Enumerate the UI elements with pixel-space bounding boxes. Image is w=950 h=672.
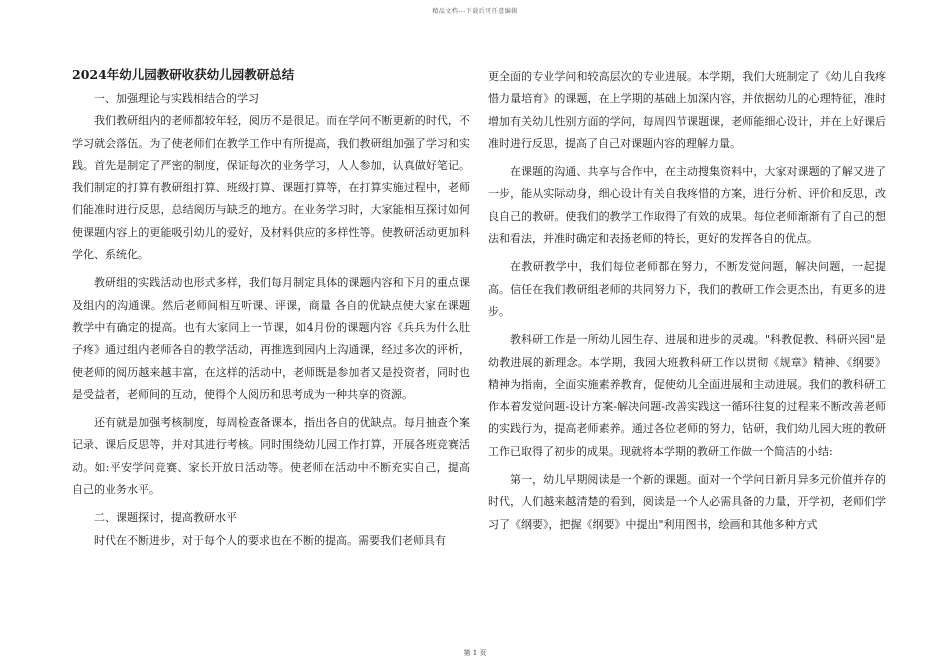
paragraph-right-3: 在教研教学中，我们每位老师都在努力，不断发觉问题，解决问题，一起提高。信任在我们教研组老师的共同努力下，我们的教研工作会更杰出，有更多的进步。 <box>488 260 886 318</box>
section-heading-2: 二、课题探讨，提高教研水平 <box>94 511 237 525</box>
left-column <box>72 66 470 552</box>
section-heading-1: 一、加强理论与实践相结合的学习 <box>94 92 259 105</box>
paragraph-right-4: 教科研工作是一所幼儿园生存、进展和进步的灵魂。"科教促教、科研兴园"是幼教进展的新理念。本学期，我园大班教科研工作以贯彻《规章》精神、《纲要》精神为指南，全面实施素养教育，促使幼儿全面进展和主动进展。我们的教科研工作本着发觉问题-设计方案-解决问题-改善实践这一循环往复的过程来不断改善老师的实践行为，提高老师素养。通过各位老师的努力，钻研，我们幼儿园大班的教研工作已取得了初步的成果。现就将本学期的教研工作做一个简洁的小结: <box>488 333 886 458</box>
paragraph-right-1: 更全面的专业学问和较高层次的专业进展。本学期，我们大班制定了《幼儿自我疼惜力量培育》的课题，在上学期的基础上加深内容，并依据幼儿的心理特征，准时增加有关幼儿性别方面的学问，每周四节课题课，老师能细心设计，并在上好课后准时进行反思，提高了自己对课题内容的理解力量。 <box>488 70 886 150</box>
paragraph-left-2: 教研组的实践活动也形式多样，我们每月制定具体的课题内容和下月的重点课及组内的沟通课。然后老师间相互听课、评课，商量 各自的优缺点使大家在课题教学中有确定的提高。也有大家同上一节课，如4月份的课题内容《兵兵为什么肚子疼》通过组内老师各自的教学活动，再推选到园内上沟通课，经过多次的评析，使老师的阅历越来越丰富，在这样的活动中，老师既是参加者又是投资者，同时也是受益者，老师间的互动，使得个人阅历和思考成为一种共享的资源。 <box>72 276 470 401</box>
paragraph-left-4: 时代在不断进步，对于每个人的要求也在不断的提高。需要我们老师具有 <box>94 533 446 547</box>
paragraph-left-3: 还有就是加强考核制度，每周检查备课本，指出各自的优缺点。每月抽查个案记录、课后反思等，并对其进行考核。同时围绕幼儿园工作打算，开展各班竞赛活动。如:平安学问竞赛、家长开放日活动等。使老师在活动中不断充实自己，提高自己的业务水平。 <box>72 416 470 497</box>
paragraph-right-2: 在课题的沟通、共享与合作中，在主动搜集资料中，大家对课题的了解又进了一步，能从实际动身，细心设计有关自我疼惜的方案，进行分析、评价和反思，改良自己的教研。使我们的教学工作取得了有效的成果。每位老师渐渐有了自己的想法和看法，并准时确定和表扬老师的特长，更好的发挥各自的优点。 <box>488 165 886 246</box>
page-number: 第 1 页 <box>463 649 487 657</box>
paragraph-left-1: 我们教研组内的老师都较年轻，阅历不是很足。而在学问不断更新的时代，不学习就会落伍。为了使老师们在教学工作中有所提高，我们教研组加强了学习和实践。首先是制定了严密的制度，保证每次的业务学习，人人参加，认真做好笔记。我们制定的打算有教研组打算、班级打算、课题打算等，在打算实施过程中，老师们能准时进行反思，总结阅历与缺乏的地方。在业务学习时，大家能相互探讨如何使课题内容上的更能吸引幼儿的爱好，及材料供应的多样性等。使教研活动更加科学化、系统化。 <box>72 114 470 262</box>
document-title: 2024年幼儿园教研收获幼儿园教研总结 <box>72 67 295 82</box>
paragraph-right-5: 第一，幼儿早期阅读是一个新的课题。面对一个学问日新月异多元价值并存的时代，人们越来越清楚的看到，阅读是一个人必需具备的力量，开学初，老师们学习了《纲要》，把握《纲要》中提出"利用图书，绘画和其他多种方式 <box>488 473 886 531</box>
right-column <box>488 66 886 536</box>
header-note: 精品文档---下载后可任意编辑 <box>432 8 518 15</box>
